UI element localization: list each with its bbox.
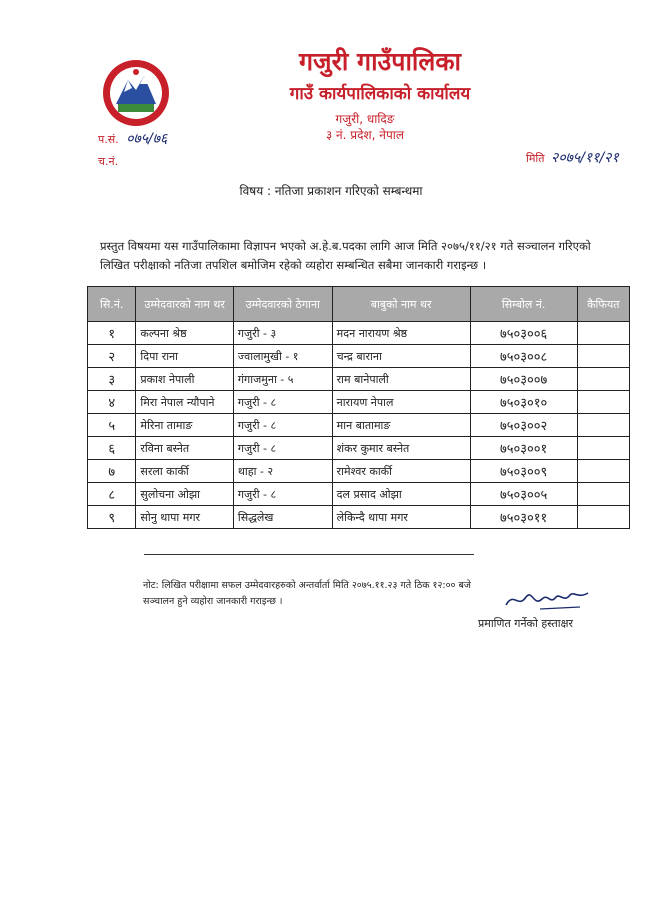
table-row: [88, 437, 630, 460]
cell-sn: ७: [88, 460, 136, 483]
cell-roll: ७५०३००७: [470, 368, 577, 391]
cell-father: दल प्रसाद ओझा: [332, 483, 470, 506]
cell-remark: [577, 391, 629, 414]
cell-sn: २: [88, 345, 136, 368]
cell-name: मेरिना तामाङ: [136, 414, 233, 437]
patra-sankhya: [98, 129, 167, 148]
cell-name: सुलोचना ओझा: [136, 483, 233, 506]
cell-sn: १: [88, 322, 136, 345]
cell-address: थाहा - २: [233, 460, 332, 483]
cell-roll: ७५०३०११: [470, 506, 577, 529]
cell-sn: ५: [88, 414, 136, 437]
cell-roll: ७५०३००१: [470, 437, 577, 460]
table-header-row: [88, 287, 630, 322]
header-name: उम्मेदवारको नाम थर: [136, 287, 233, 322]
cell-address: गजुरी - ८: [233, 391, 332, 414]
municipality-title: गजुरी गाउँपालिका: [298, 47, 462, 76]
header-address: उम्मेदवारको ठेगाना: [233, 287, 332, 322]
table-row: [88, 460, 630, 483]
cell-father: राम बानेपाली: [332, 368, 470, 391]
cell-name: प्रकाश नेपाली: [136, 368, 233, 391]
results-table: [87, 286, 630, 529]
cell-father: लेकिन्दै थापा मगर: [332, 506, 470, 529]
cell-remark: [577, 483, 629, 506]
signature-icon: [500, 585, 600, 613]
cell-sn: ९: [88, 506, 136, 529]
cell-roll: ७५०३००२: [470, 414, 577, 437]
table-row: [88, 506, 630, 529]
address-line-1: गजुरी, धादिङ: [335, 112, 395, 126]
cell-remark: [577, 506, 629, 529]
cell-father: शंकर कुमार बस्नेत: [332, 437, 470, 460]
cell-address: सिद्धलेख: [233, 506, 332, 529]
table-row: [88, 345, 630, 368]
subject-line: विषय : नतिजा प्रकाशन गरिएको सम्बन्धमा: [239, 184, 423, 198]
signature-label: प्रमाणित गर्नेको हस्ताक्षर: [478, 617, 573, 630]
cell-roll: ७५०३००६: [470, 322, 577, 345]
cell-remark: [577, 460, 629, 483]
cell-name: रविना बस्नेत: [136, 437, 233, 460]
letter-date: [526, 148, 619, 167]
table-row: [88, 414, 630, 437]
cell-father: नारायण नेपाल: [332, 391, 470, 414]
patra-label: प.सं.: [98, 133, 119, 146]
cell-roll: ७५०३००५: [470, 483, 577, 506]
cell-roll: ७५०३००८: [470, 345, 577, 368]
cell-remark: [577, 345, 629, 368]
cell-father: मान बातामाङ: [332, 414, 470, 437]
header-roll: सिम्बोल नं.: [470, 287, 577, 322]
cell-remark: [577, 368, 629, 391]
divider: [144, 554, 474, 555]
header-remark: कैफियत: [577, 287, 629, 322]
table-row: [88, 391, 630, 414]
table-row: [88, 368, 630, 391]
header-sn: सि.नं.: [88, 287, 136, 322]
cell-name: सोनु थापा मगर: [136, 506, 233, 529]
cell-address: गजुरी - ३: [233, 322, 332, 345]
date-value: २०७५/११/२१: [551, 150, 619, 166]
cell-name: दिपा राना: [136, 345, 233, 368]
cell-remark: [577, 322, 629, 345]
cell-roll: ७५०३०१०: [470, 391, 577, 414]
cell-remark: [577, 414, 629, 437]
cell-sn: ४: [88, 391, 136, 414]
table-row: [88, 483, 630, 506]
cell-name: मिरा नेपाल न्यौपाने: [136, 391, 233, 414]
cell-roll: ७५०३००९: [470, 460, 577, 483]
chalani-label: च.नं.: [98, 155, 119, 168]
cell-father: रामेश्वर कार्की: [332, 460, 470, 483]
cell-address: गंगाजमुना - ५: [233, 368, 332, 391]
body-paragraph: प्रस्तुत विषयमा यस गाउँपालिकामा विज्ञापन भएको अ.हे.ब.पदका लागि आज मिति २०७५/११/२१ गते सञ्चालन गरिएको लिखित परीक्षाको नतिजा तपशिल बमोजिम रहेको व्यहोरा सम्बन्धित सबैमा जानकारी गराइन्छ ।: [100, 239, 591, 272]
cell-address: गजुरी - ८: [233, 414, 332, 437]
cell-sn: ८: [88, 483, 136, 506]
cell-name: सरला कार्की: [136, 460, 233, 483]
address-line-2: ३ नं. प्रदेश, नेपाल: [325, 128, 405, 142]
cell-sn: ६: [88, 437, 136, 460]
cell-sn: ३: [88, 368, 136, 391]
table-row: [88, 322, 630, 345]
date-label: मिति: [526, 152, 545, 165]
interview-note: नोट: लिखित परीक्षामा सफल उम्मेदवारहरुको अन्तर्वार्ता मिति २०७५.११.२३ गते ठिक १२:०० बजे सञ्चालन हुने व्यहोरा जानकारी गराइन्छ ।: [143, 580, 471, 607]
patra-value: ०७५/७६: [126, 131, 168, 147]
cell-father: मदन नारायण श्रेष्ठ: [332, 322, 470, 345]
cell-address: गजुरी - ८: [233, 437, 332, 460]
cell-name: कल्पना श्रेष्ठ: [136, 322, 233, 345]
cell-address: ज्वालामुखी - १: [233, 345, 332, 368]
cell-father: चन्द्र बाराना: [332, 345, 470, 368]
office-subtitle: गाउँ कार्यपालिकाको कार्यालय: [289, 84, 471, 104]
cell-remark: [577, 437, 629, 460]
header-father: बाबुको नाम थर: [332, 287, 470, 322]
nepal-emblem-icon: [98, 58, 174, 128]
cell-address: गजुरी - ८: [233, 483, 332, 506]
